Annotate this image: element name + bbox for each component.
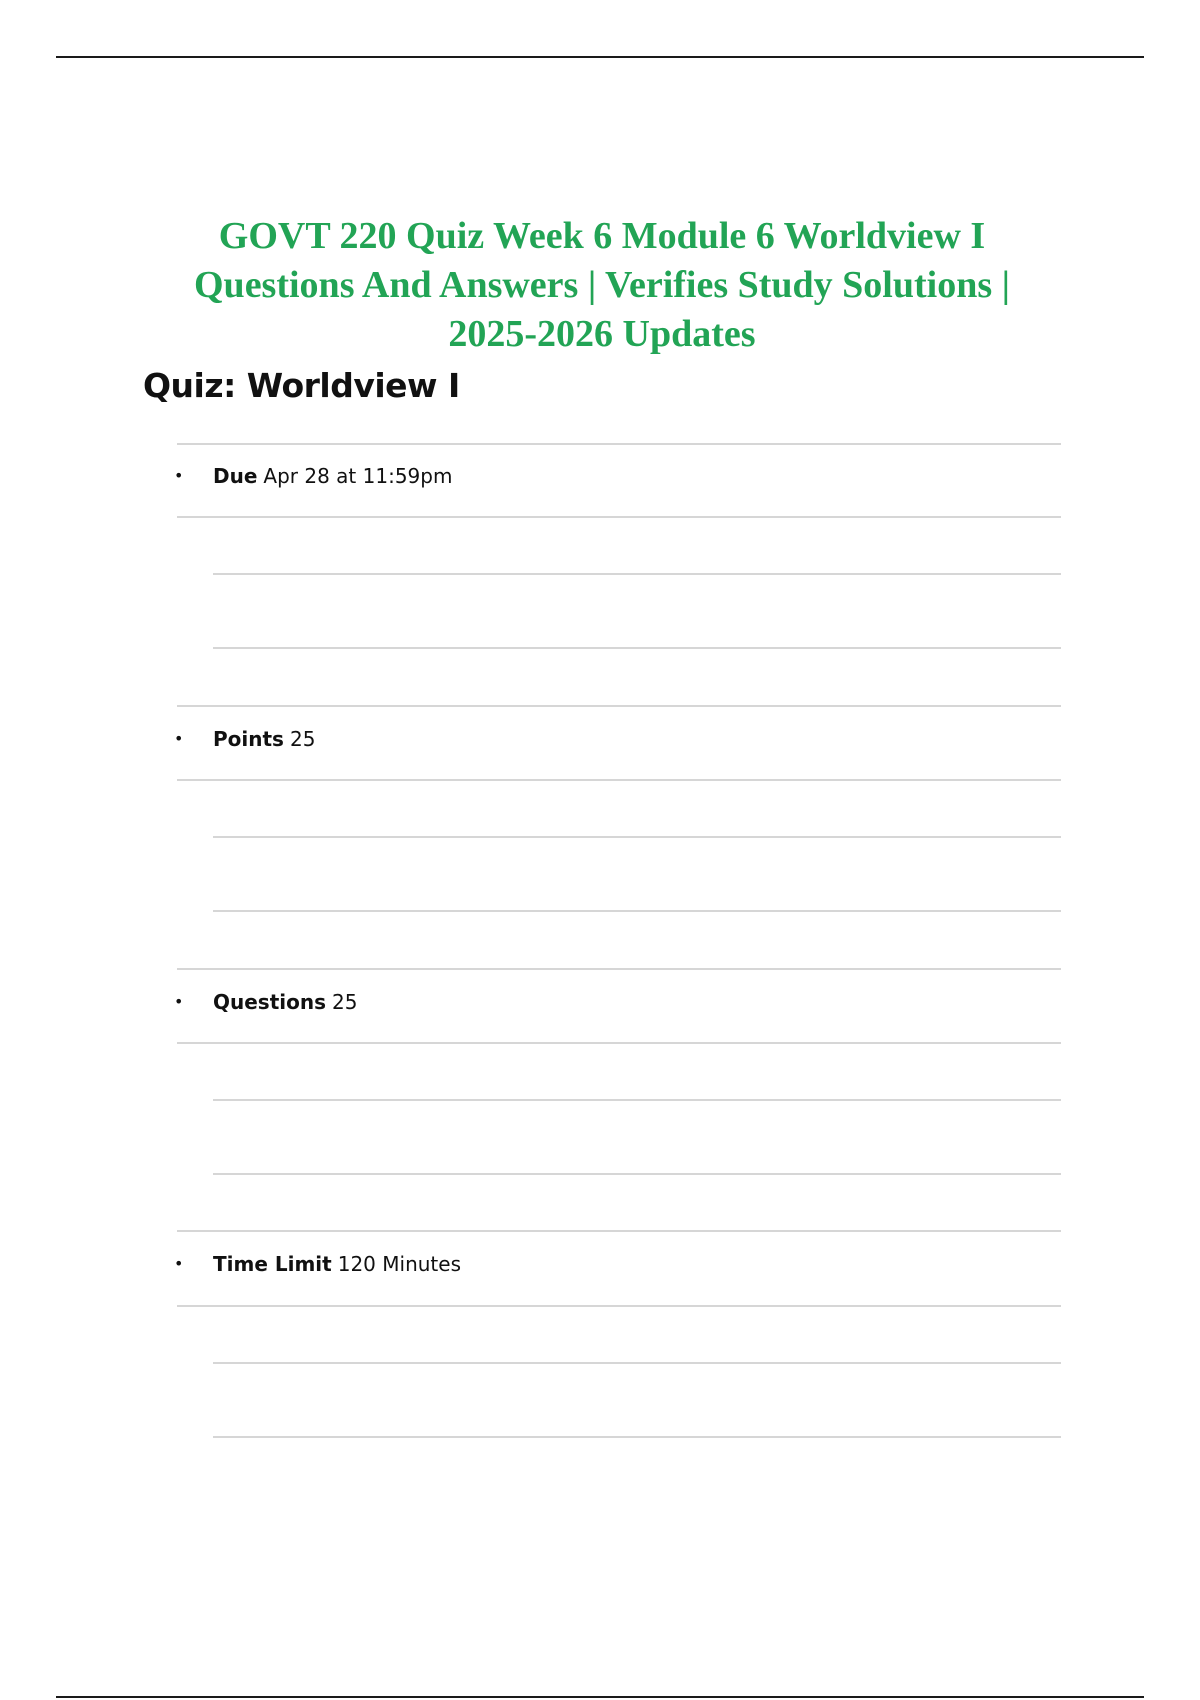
divider — [213, 1362, 1061, 1364]
quiz-detail-questions — [174, 987, 357, 1017]
page-bottom-rule — [56, 1696, 1144, 1698]
divider — [177, 705, 1061, 707]
divider — [213, 836, 1061, 838]
detail-value: 25 — [332, 990, 358, 1014]
document-title — [140, 212, 1064, 359]
bullet-icon: • — [174, 729, 184, 748]
divider — [177, 779, 1061, 781]
divider — [213, 647, 1061, 649]
detail-label: Time Limit — [213, 1252, 332, 1276]
divider — [213, 1436, 1061, 1438]
divider — [177, 1042, 1061, 1044]
detail-value: 25 — [289, 727, 316, 751]
divider — [177, 443, 1061, 445]
divider — [177, 1230, 1061, 1232]
divider — [213, 1173, 1061, 1175]
bullet-icon: • — [174, 992, 184, 1011]
detail-value: Apr 28 at 11:59pm — [263, 464, 453, 488]
quiz-heading: Quiz: Worldview I — [143, 366, 460, 405]
divider — [177, 516, 1061, 518]
page-top-rule — [56, 56, 1144, 58]
detail-label: Questions — [213, 990, 327, 1014]
document-title-line-1: GOVT 220 Quiz Week 6 Module 6 Worldview I — [218, 215, 986, 257]
divider — [213, 573, 1061, 575]
quiz-detail-points — [174, 724, 315, 754]
document-title-line-3: 2025-2026 Updates — [448, 313, 756, 355]
document-title-line-2: Questions And Answers | Verifies Study Solutions | — [194, 264, 1010, 306]
divider — [213, 910, 1061, 912]
quiz-detail-due — [174, 461, 452, 491]
detail-label: Points — [213, 727, 284, 751]
bullet-icon: • — [174, 466, 184, 485]
detail-label: Due — [213, 464, 258, 488]
quiz-detail-time-limit — [174, 1249, 461, 1279]
divider — [177, 968, 1061, 970]
bullet-icon: • — [174, 1254, 184, 1273]
detail-value: 120 Minutes — [337, 1252, 461, 1276]
divider — [177, 1305, 1061, 1307]
divider — [213, 1099, 1061, 1101]
